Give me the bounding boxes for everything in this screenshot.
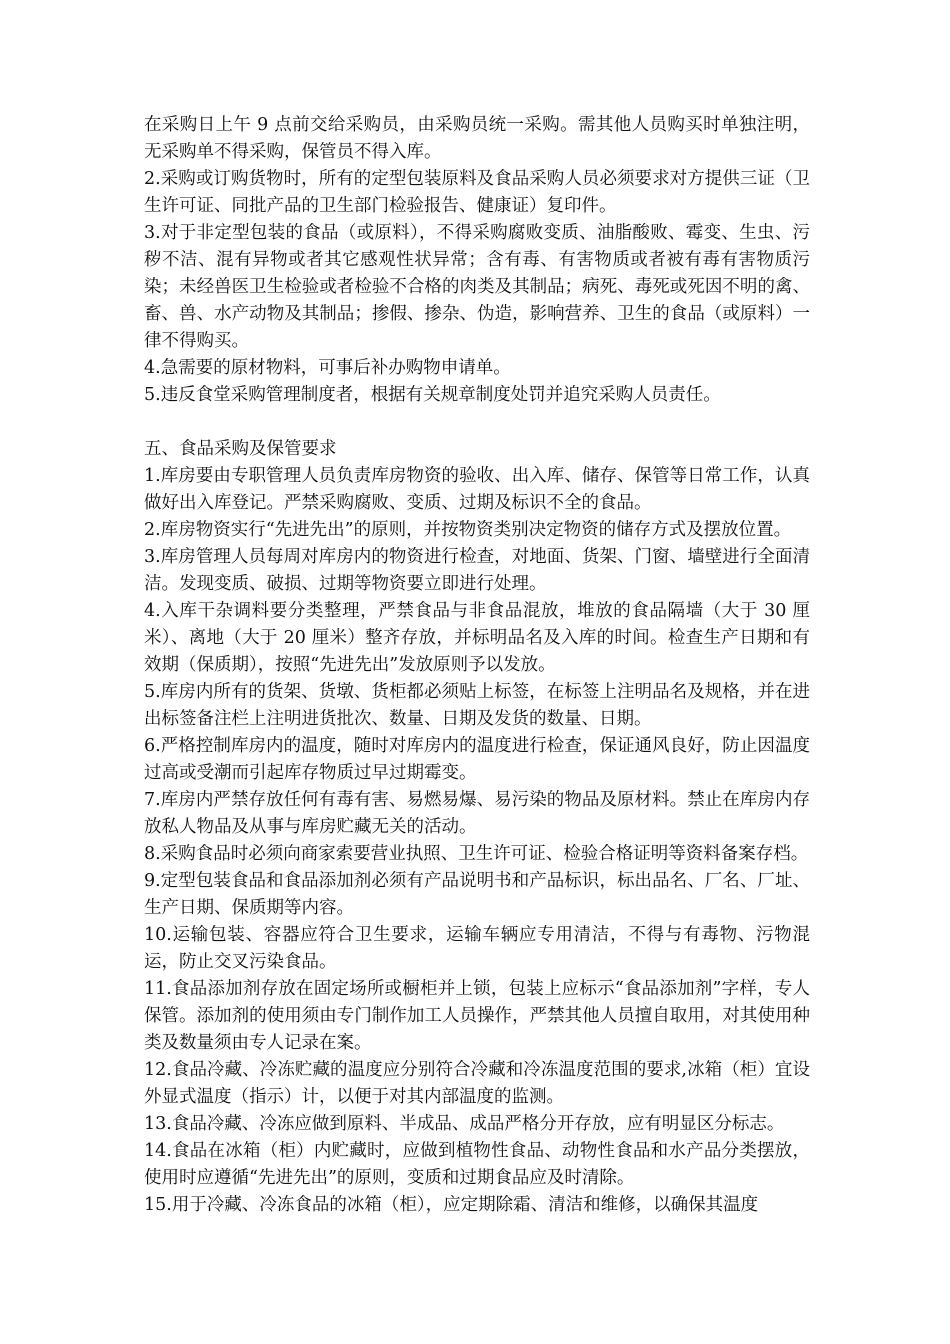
storage-rule-10: 10.运输包装、容器应符合卫生要求，运输车辆应专用清洁，不得与有毒物、污物混运，防止交叉污染食品。 [144,925,810,972]
storage-rule-7: 7.库房内严禁存放任何有毒有害、易燃易爆、易污染的物品及原材料。禁止在库房内存放私人物品及从事与库房贮藏无关的活动。 [144,790,810,837]
purchase-rule-5: 5.违反食堂采购管理制度者，根据有关规章制度处罚并追究采购人员责任。 [144,385,721,405]
storage-rule-8: 8.采购食品时必须向商家索要营业执照、卫生许可证、检验合格证明等资料备案存档。 [144,844,809,864]
storage-rule-13: 13.食品冷藏、冷冻应做到原料、半成品、成品严格分开存放，应有明显区分标志。 [144,1114,785,1134]
purchase-rule-3: 3.对于非定型包装的食品（或原料），不得采购腐败变质、油脂酸败、霉变、生虫、污秽不洁、混有异物或者其它感观性状异常；含有毒、有害物质或者被有毒有害物质污染；未经兽医卫生检验或者检验不合格的肉类及其制品；病死、毒死或死因不明的禽、畜、兽、水产动物及其制品；掺假、掺杂、伪造，影响营养、卫生的食品（或原料）一律不得购买。 [144,223,810,351]
storage-rule-14: 14.食品在冰箱（柜）内贮藏时，应做到植物性食品、动物性食品和水产品分类摆放，使用时应遵循“先进先出”的原则，变质和过期食品应及时清除。 [144,1141,810,1188]
purchase-rule-2: 2.采购或订购货物时，所有的定型包装原料及食品采购人员必须要求对方提供三证（卫生许可证、同批产品的卫生部门检验报告、健康证）复印件。 [144,169,810,216]
storage-rule-2: 2.库房物资实行“先进先出”的原则，并按物资类别决定物资的储存方式及摆放位置。 [144,520,792,540]
section-heading: 五、食品采购及保管要求 [144,439,337,459]
storage-rule-4: 4.入库干杂调料要分类整理，严禁食品与非食品混放，堆放的食品隔墙（大于 30 厘米）、离地（大于 20 厘米）整齐存放，并标明品名及入库的时间。检查生产日期和有效期（保质期），按照“先进先出”发放原则予以发放。 [144,601,810,675]
storage-rule-9: 9.定型包装食品和食品添加剂必须有产品说明书和产品标识，标出品名、厂名、厂址、生产日期、保质期等内容。 [144,871,810,918]
paragraph-spacer [144,409,810,436]
storage-rule-1: 1.库房要由专职管理人员负责库房物资的验收、出入库、储存、保管等日常工作，认真做好出入库登记。严禁采购腐败、变质、过期及标识不全的食品。 [144,466,810,513]
paragraph-continuation: 在采购日上午 9 点前交给采购员，由采购员统一采购。需其他人员购买时单独注明，无采购单不得采购，保管员不得入库。 [144,115,810,162]
storage-rule-3: 3.库房管理人员每周对库房内的物资进行检查，对地面、货架、门窗、墙壁进行全面清洁。发现变质、破损、过期等物资要立即进行处理。 [144,547,810,594]
storage-rule-6: 6.严格控制库房内的温度，随时对库房内的温度进行检查，保证通风良好，防止因温度过高或受潮而引起库存物质过早过期霉变。 [144,736,810,783]
storage-rule-5: 5.库房内所有的货架、货墩、货柜都必须贴上标签，在标签上注明品名及规格，并在进出标签备注栏上注明进货批次、数量、日期及发货的数量、日期。 [144,682,810,729]
purchase-rule-4: 4.急需要的原材物料，可事后补办购物申请单。 [144,358,511,378]
storage-rule-11: 11.食品添加剂存放在固定场所或橱柜并上锁，包装上应标示“食品添加剂”字样，专人保管。添加剂的使用须由专门制作加工人员操作，严禁其他人员擅自取用，对其使用种类及数量须由专人记录在案。 [144,979,810,1053]
document-body [144,112,810,1219]
storage-rule-12: 12.食品冷藏、冷冻贮藏的温度应分别符合冷藏和冷冻温度范围的要求,冰箱（柜）宜设外显式温度（指示）计，以便于对其内部温度的监测。 [144,1060,810,1107]
storage-rule-15: 15.用于冷藏、冷冻食品的冰箱（柜），应定期除霜、清洁和维修，以确保其温度 [144,1195,759,1215]
